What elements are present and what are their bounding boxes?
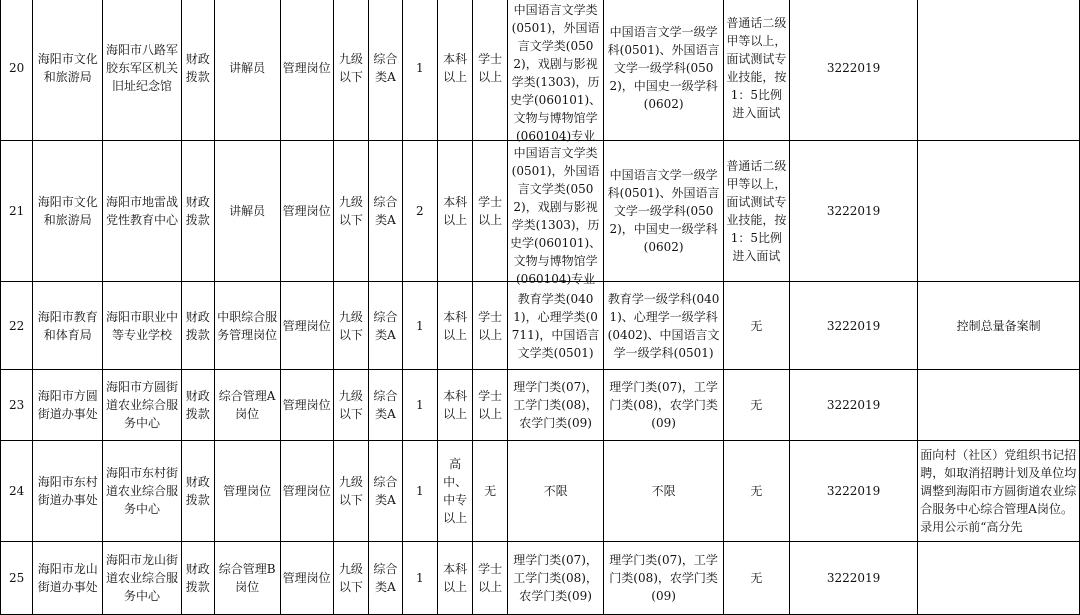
cell-count: 1 [402, 542, 437, 615]
cell-position: 综合管理B岗位 [214, 542, 280, 615]
cell-dept: 海阳市东村街道办事处 [33, 441, 103, 542]
cell-unit: 海阳市方圆街道农业综合服务中心 [103, 370, 182, 441]
cell-other: 无 [723, 282, 789, 370]
cell-major-grad: 理学门类(07)，工学门类(08)，农学门类(09) [604, 370, 724, 441]
cell-no: 21 [1, 141, 33, 282]
cell-remark [918, 141, 1080, 282]
cell-level: 九级以下 [333, 282, 368, 370]
cell-level: 九级以下 [333, 0, 368, 141]
cell-remark: 控制总量备案制 [918, 282, 1080, 370]
cell-phone: 3222019 [789, 282, 917, 370]
table-row [1, 441, 1080, 542]
cell-count: 1 [402, 370, 437, 441]
cell-degree: 学士以上 [473, 141, 508, 282]
cell-dept: 海阳市文化和旅游局 [33, 141, 103, 282]
table-row [1, 141, 1080, 282]
cell-category: 管理岗位 [280, 542, 333, 615]
cell-text: 中国语言文学类(0501)，外国语言文学类(0502)，戏剧与影视学类(1303)，历史学(060101)、文物与博物馆学(060104)专业 [510, 2, 602, 143]
cell-remark [918, 370, 1080, 441]
cell-category: 管理岗位 [280, 282, 333, 370]
cell-degree: 学士以上 [473, 0, 508, 141]
cell-other: 普通话二级甲等以上，面试测试专业技能，按1：5比例进入面试 [723, 0, 789, 141]
cell-phone: 3222019 [789, 542, 917, 615]
cell-major-grad: 理学门类(07)，工学门类(08)，农学门类(09) [604, 542, 724, 615]
cell-position: 管理岗位 [214, 441, 280, 542]
cell-major-undergrad: 教育学类(0401)，心理学类(0711)，中国语言文学类(0501) [507, 282, 603, 370]
cell-other: 无 [723, 542, 789, 615]
cell-remark [918, 441, 1080, 542]
cell-degree: 无 [473, 441, 508, 542]
cell-level: 九级以下 [333, 441, 368, 542]
cell-position: 综合管理A岗位 [214, 370, 280, 441]
cell-remark [918, 542, 1080, 615]
cell-no: 25 [1, 542, 33, 615]
table-row [1, 0, 1080, 141]
cell-count: 1 [402, 282, 437, 370]
cell-dept: 海阳市龙山街道办事处 [33, 542, 103, 615]
cell-position: 中职综合服务管理岗位 [214, 282, 280, 370]
cell-major-undergrad [507, 141, 603, 286]
cell-exam: 综合类A [369, 441, 403, 542]
cell-phone: 3222019 [789, 0, 917, 141]
cell-education: 本科以上 [437, 282, 472, 370]
cell-education: 高中、中专以上 [437, 441, 472, 542]
cell-other: 无 [723, 370, 789, 441]
cell-count: 1 [402, 0, 437, 141]
cell-major-grad: 中国语言文学一级学科(0501)、外国语言文学一级学科(0502)，中国史一级学科(0602) [604, 141, 724, 282]
table-row [1, 370, 1080, 441]
cell-degree: 学士以上 [473, 542, 508, 615]
cell-count: 1 [402, 441, 437, 542]
cell-unit: 海阳市东村街道农业综合服务中心 [103, 441, 182, 542]
cell-major-grad: 不限 [604, 441, 724, 542]
cell-position: 讲解员 [214, 141, 280, 282]
cell-funding: 财政拨款 [181, 0, 214, 141]
cell-other: 无 [723, 441, 789, 542]
table-row [1, 542, 1080, 615]
cell-remark [918, 0, 1080, 141]
cell-education: 本科以上 [437, 0, 472, 141]
cell-degree: 学士以上 [473, 370, 508, 441]
cell-education: 本科以上 [437, 370, 472, 441]
cell-count: 2 [402, 141, 437, 282]
cell-dept: 海阳市方圆街道办事处 [33, 370, 103, 441]
cell-phone: 3222019 [789, 370, 917, 441]
cell-exam: 综合类A [369, 141, 403, 282]
cell-funding: 财政拨款 [181, 141, 214, 282]
table-row [1, 282, 1080, 370]
cell-unit: 海阳市龙山街道农业综合服务中心 [103, 542, 182, 615]
cell-unit: 海阳市地雷战党性教育中心 [103, 141, 182, 282]
cell-education: 本科以上 [437, 542, 472, 615]
cell-major-undergrad [507, 0, 603, 141]
cell-text: 中国语言文学类(0501)，外国语言文学类(0502)，戏剧与影视学类(1303)，历史学(060101)、文物与博物馆学(060104)专业 [510, 146, 602, 286]
cell-level: 九级以下 [333, 141, 368, 282]
cell-level: 九级以下 [333, 370, 368, 441]
cell-no: 23 [1, 370, 33, 441]
cell-dept: 海阳市文化和旅游局 [33, 0, 103, 141]
cell-major-undergrad: 不限 [507, 441, 603, 542]
cell-other: 普通话二级甲等以上，面试测试专业技能，按1：5比例进入面试 [723, 141, 789, 282]
cell-no: 20 [1, 0, 33, 141]
cell-exam: 综合类A [369, 282, 403, 370]
cell-funding: 财政拨款 [181, 282, 214, 370]
cell-major-undergrad: 理学门类(07)，工学门类(08)，农学门类(09) [507, 542, 603, 615]
cell-funding: 财政拨款 [181, 542, 214, 615]
cell-category: 管理岗位 [280, 441, 333, 542]
cell-education: 本科以上 [437, 141, 472, 282]
cell-funding: 财政拨款 [181, 370, 214, 441]
cell-phone: 3222019 [789, 441, 917, 542]
cell-position: 讲解员 [214, 0, 280, 141]
cell-dept: 海阳市教育和体育局 [33, 282, 103, 370]
cell-category: 管理岗位 [280, 141, 333, 282]
cell-major-grad: 教育学一级学科(0401)、心理学一级学科(0402)、中国语言文学一级学科(0501) [604, 282, 724, 370]
cell-no: 24 [1, 441, 33, 542]
cell-unit: 海阳市职业中等专业学校 [103, 282, 182, 370]
cell-unit: 海阳市八路军胶东军区机关旧址纪念馆 [103, 0, 182, 141]
cell-major-undergrad: 理学门类(07)，工学门类(08)，农学门类(09) [507, 370, 603, 441]
cell-phone: 3222019 [789, 141, 917, 282]
cell-exam: 综合类A [369, 370, 403, 441]
cell-text: 面向村（社区）党组织书记招聘，如取消招聘计划及单位均调整到海阳市方圆街道农业综合服务中心综合管理A岗位。录用公示前“高分先 [920, 448, 1077, 534]
cell-category: 管理岗位 [280, 0, 333, 141]
cell-exam: 综合类A [369, 542, 403, 615]
cell-no: 22 [1, 282, 33, 370]
cell-level: 九级以下 [333, 542, 368, 615]
cell-major-grad: 中国语言文学一级学科(0501)、外国语言文学一级学科(0502)，中国史一级学科(0602) [604, 0, 724, 141]
cell-degree: 学士以上 [473, 282, 508, 370]
cell-category: 管理岗位 [280, 370, 333, 441]
cell-funding: 财政拨款 [181, 441, 214, 542]
cell-exam: 综合类A [369, 0, 403, 141]
